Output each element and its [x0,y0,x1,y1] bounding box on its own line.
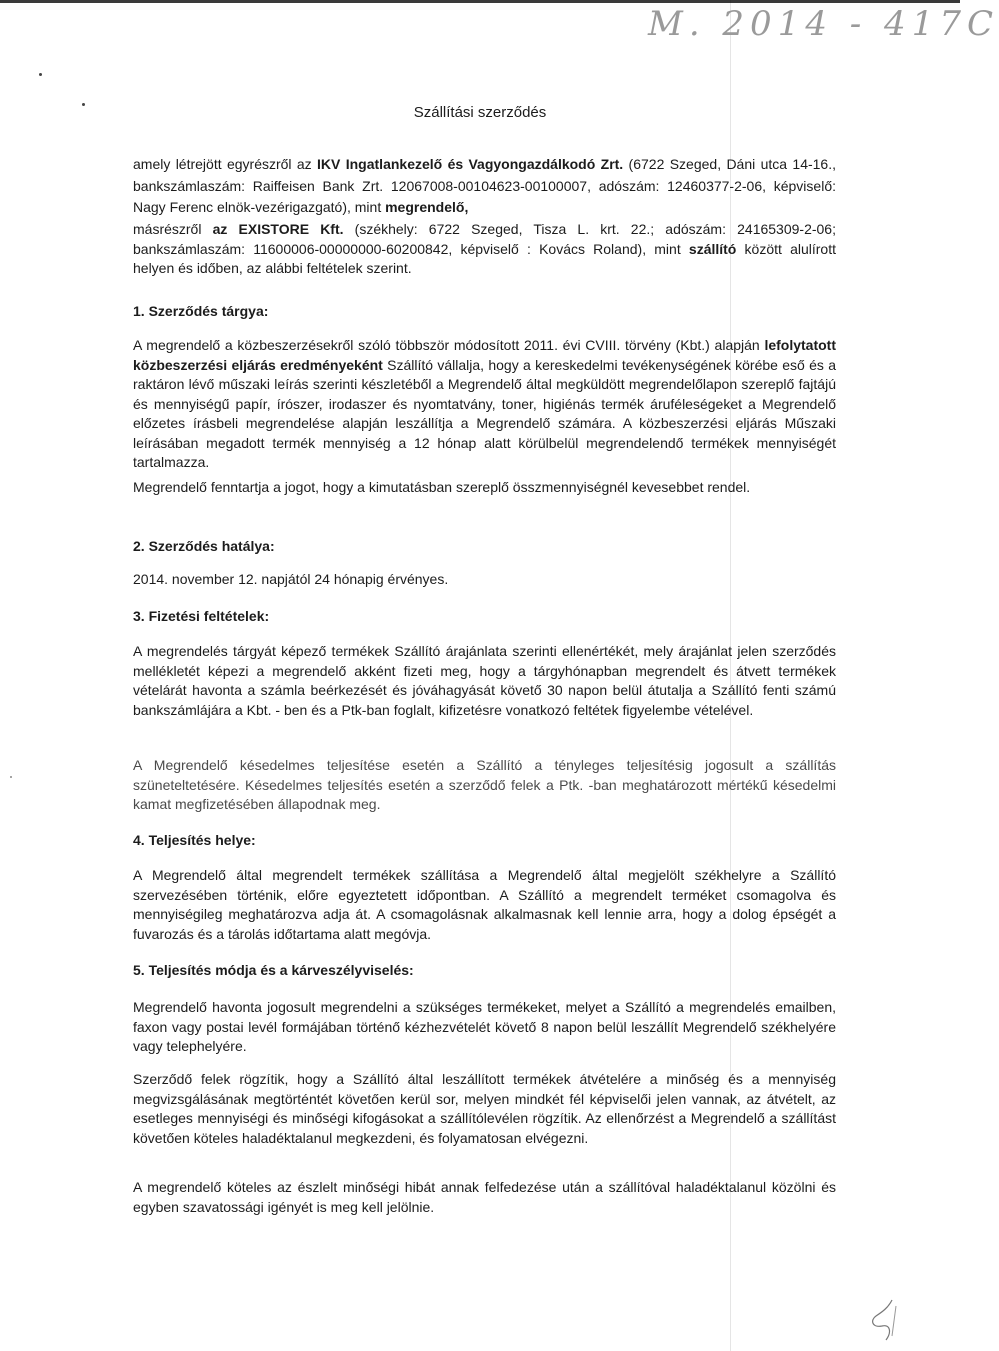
document-title: Szállítási szerződés [413,104,547,121]
intro-text-1: amely létrejött egyrészről az [133,156,318,172]
party1-name: IKV Ingatlankezelő és Vagyongazdálkodó Zrt. [317,156,624,172]
intro-text-5: között alulírott helyen és időben, az alábbi feltételek szerint. [133,240,837,276]
section1-paragraph-2: Megrendelő fenntartja a jogot, hogy a kimutatásban szereplő összmennyiségnél kevesebbet rendel. [133,479,751,495]
party1-role: megrendelő, [385,199,469,215]
scan-edge [0,0,960,3]
intro-paragraph-2 [133,220,836,279]
section4-paragraph: A Megrendelő által megrendelt termékek szállítása a Megrendelő által megjelölt székhelyre a Szállító szervezésében történik, előre egyeztetett időpontban. A Szállító a megrendelt terméket csomagolva és mennyiségileg meghatározva adja át. A csomagolásnak alkalmasnak kell lennie arra, hogy a dolog épségét a fuvarozás és a tárolás időtartama alatt megóvja. [133,867,836,942]
corner-scribble [862,1296,902,1346]
intro-text-2: (6722 Szeged, Dáni utca 14-16., bankszámlaszám: Raiffeisen Bank Zrt. 12067008-00104623-00100007, adószám: 12460377-2-06, képviselő: Nagy Ferenc elnök-vezérigazgató), mint [133,156,836,215]
scan-speck [39,73,42,76]
handwritten-note: M. 2014 - 417C [648,4,999,44]
section3-paragraph-2: A Megrendelő késedelmes teljesítése esetén a Szállító a tényleges teljesítésig jogosult a szállítás szüneteltetésére. Késedelmes teljesítés esetén a szerződő felek a Ptk. -ban meghatározott mértékű késedelmi kamat megfizetésében állapodnak meg. [133,757,836,812]
section3-heading: 3. Fizetési feltételek: [133,608,270,624]
section3-paragraph-1: A megrendelés tárgyát képező termékek Szállító árajánlata szerinti ellenértékét, mely árajánlat jelen szerződés mellékletét képezi a megrendelő akként fizeti meg, hogy a tárgyhónapban megrendelt és átvett termékek vételárát havonta a számla beérkezését és jóváhagyását követő 30 napon belül átutalja a Szállító fenti számú bankszámlájára a Kbt. - ben és a Ptk-ban foglalt, kifizetésre vonatkozó feltétek figyelembe vételével. [133,643,836,718]
section1-text-b: Szállító vállalja, hogy a kereskedelmi tevékenységének körébe eső és a raktáron lévő műszaki leírás szerinti készletéből a Megrendelő által megküldött megrendelőlapon szereplő fajtájú és mennyiségű papír, írószer, irodaszer és nyomtatvány, toner, higiénás termék áruféleségeket a Megrendelő előzetes írásbeli megrendelése alapján leszállítja a Megrendelő számára. A közbeszerzési eljárás Műszaki leírásában megadott termék mennyiség a 12 hónap alatt körülbelül megrendelendő termékek mennyiségét tartalmazza. [133,356,836,470]
intro-paragraph [133,154,836,219]
section5-paragraph-3: A megrendelő köteles az észlelt minőségi hibát annak felfedezése után a szállítóval haladéktalanul közölni és egyben szavatossági igényét is meg kell jelölnie. [133,1179,836,1215]
intro-text-3: másrészről [133,221,213,237]
section4-heading: 4. Teljesítés helye: [133,832,256,848]
party2-role: szállító [688,240,737,257]
section5-paragraph-2: Szerződő felek rögzítik, hogy a Szállító által leszállított termékek átvételére a minőség és a mennyiség megvizsgálásának megtörténtét követően kerül sor, melyen mindkét fél képviselői jelen vannak, az átvételt, az esetleges mennyiségi és minőségi kifogásokat a szállítólevélen rögzítik. Az ellenőrzést a Megrendelő a szállítást követően köteles haladéktalanul megkezdeni, és folyamatosan elvégezni. [133,1071,836,1146]
party2-name: az EXISTORE Kft. [212,221,344,237]
intro-text-4: (székhely: 6722 Szeged, Tisza L. krt. 22.; adószám: 24165309-2-06; bankszámlaszám: 11600006-00000000-60200842, képviselő : Kovács Roland), mint [133,221,836,257]
section1-paragraph-1 [133,336,836,473]
section1-heading: 1. Szerződés tárgya: [133,303,269,319]
scan-speck [10,776,12,778]
section5-heading: 5. Teljesítés módja és a kárveszélyviselés: [133,962,414,978]
section1-text-a: A megrendelő a közbeszerzésekről szóló többször módosított 2011. évi CVIII. törvény (Kbt.) alapján [133,337,765,353]
section1-bold: lefolytatott közbeszerzési eljárás eredményeként [133,337,836,373]
section5-paragraph-1: Megrendelő havonta jogosult megrendelni a szükséges termékeket, melyet a Szállító a megrendelés emailben, faxon vagy postai levél formájában történő kézhezvételét követő 8 napon belül leszállít Megrendelő székhelyére vagy telephelyére. [133,999,836,1054]
section2-heading: 2. Szerződés hatálya: [133,538,275,554]
section2-paragraph: 2014. november 12. napjától 24 hónapig érvényes. [133,571,449,587]
